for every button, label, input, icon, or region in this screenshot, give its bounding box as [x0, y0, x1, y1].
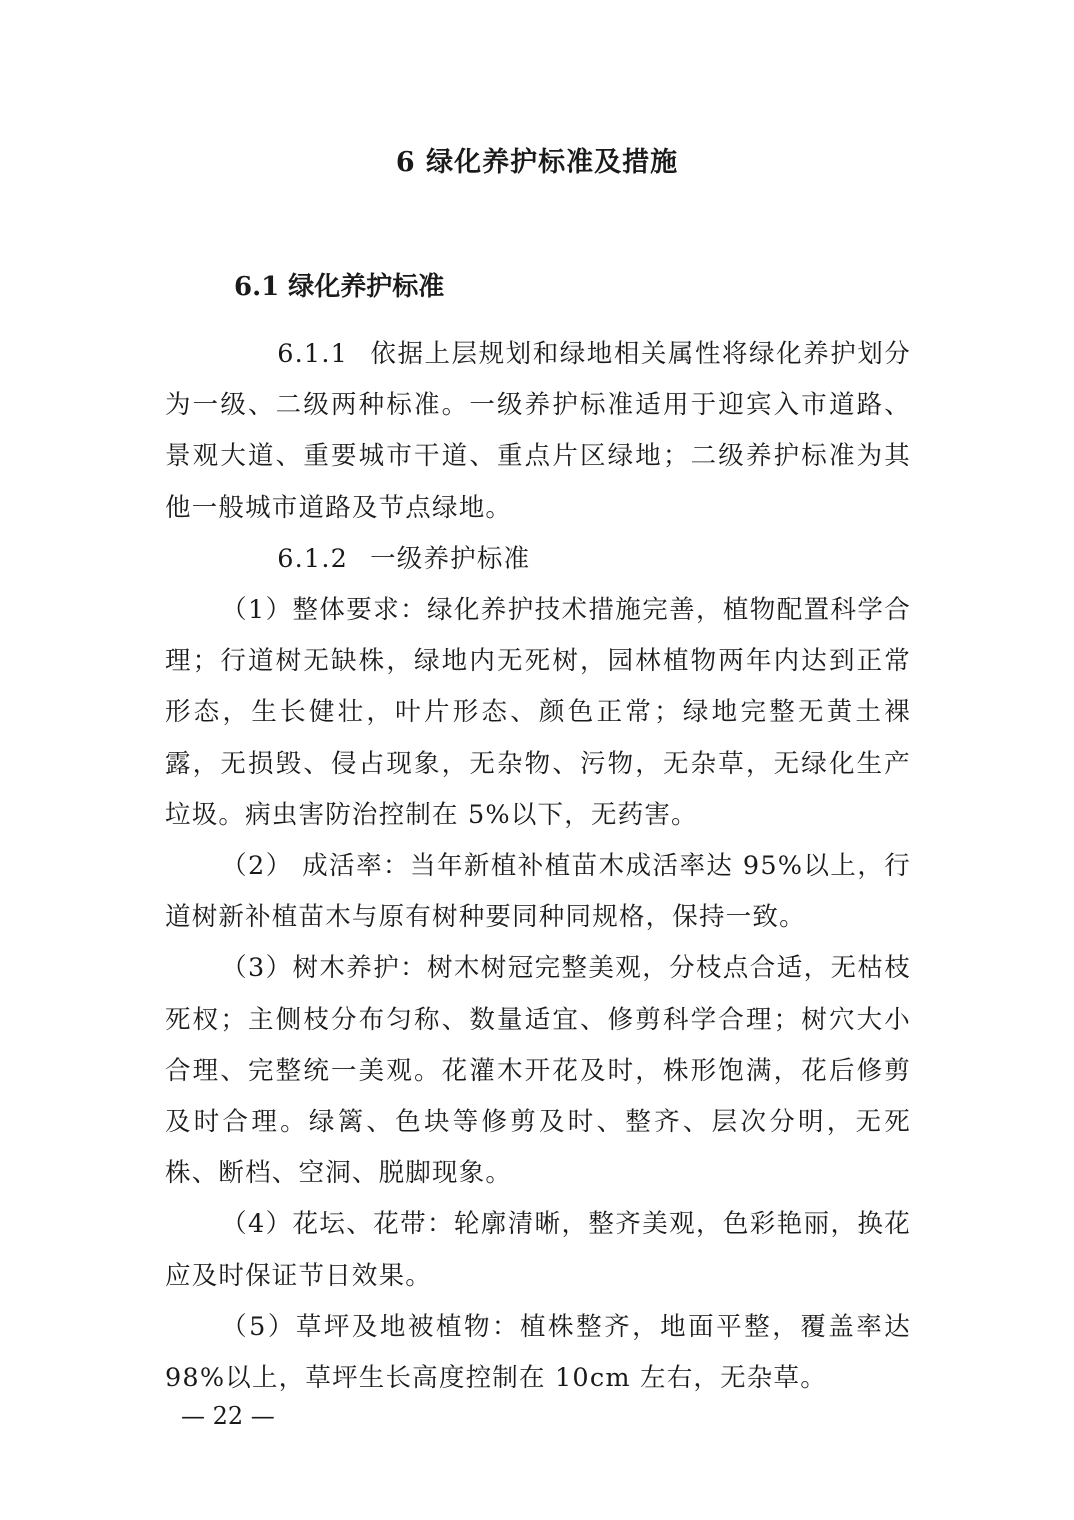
paragraph-item-4	[165, 1199, 911, 1301]
paragraph-item-1	[165, 585, 911, 841]
page-number: — 22 —	[181, 1402, 275, 1430]
paragraph-item-2	[165, 841, 911, 943]
paragraph-text: （4）花坛、花带：轮廓清晰，整齐美观，色彩艳丽，换花应及时保证节日效果。	[165, 1209, 911, 1291]
section-title: 6.1 绿化养护标准	[234, 272, 445, 302]
paragraph-item-5	[165, 1302, 911, 1404]
paragraph-text: （5）草坪及地被植物：植株整齐，地面平整，覆盖率达 98%以上，草坪生长高度控制在 10cm 左右，无杂草。	[165, 1311, 911, 1394]
paragraph-text: （2） 成活率：当年新植补植苗木成活率达 95%以上，行道树新补植苗木与原有树种要同种同规格，保持一致。	[165, 851, 911, 933]
paragraph-text: 依据上层规划和绿地相关属性将绿化养护划分为一级、二级两种标准。一级养护标准适用于迎宾入市道路、景观大道、重要城市干道、重点片区绿地；二级养护标准为其他一般城市道路及节点绿地。	[165, 339, 911, 523]
paragraph-6-1-1	[165, 329, 911, 534]
paragraph-text: （1）整体要求：绿化养护技术措施完善，植物配置科学合理；行道树无缺株，绿地内无死树，园林植物两年内达到正常形态，生长健壮，叶片形态、颜色正常；绿地完整无黄土裸露，无损毁、侵占现象，无杂物、污物，无杂草，无绿化生产垃圾。病虫害防治控制在 5%以下，无药害。	[165, 595, 911, 830]
clause-number: 6.1.2	[277, 543, 349, 574]
paragraph-text: （3）树木养护：树木树冠完整美观，分枝点合适，无枯枝死杈；主侧枝分布匀称、数量适宜、修剪科学合理；树穴大小合理、完整统一美观。花灌木开花及时，株形饱满，花后修剪及时合理。绿篱、色块等修剪及时、整齐、层次分明，无死株、断档、空洞、脱脚现象。	[165, 953, 911, 1189]
paragraph-6-1-2	[165, 534, 911, 585]
paragraph-item-3	[165, 943, 911, 1199]
chapter-title: 6 绿化养护标准及措施	[395, 147, 679, 178]
body-text	[165, 329, 911, 1404]
paragraph-text: 一级养护标准	[370, 543, 531, 574]
clause-number: 6.1.1	[277, 339, 349, 369]
